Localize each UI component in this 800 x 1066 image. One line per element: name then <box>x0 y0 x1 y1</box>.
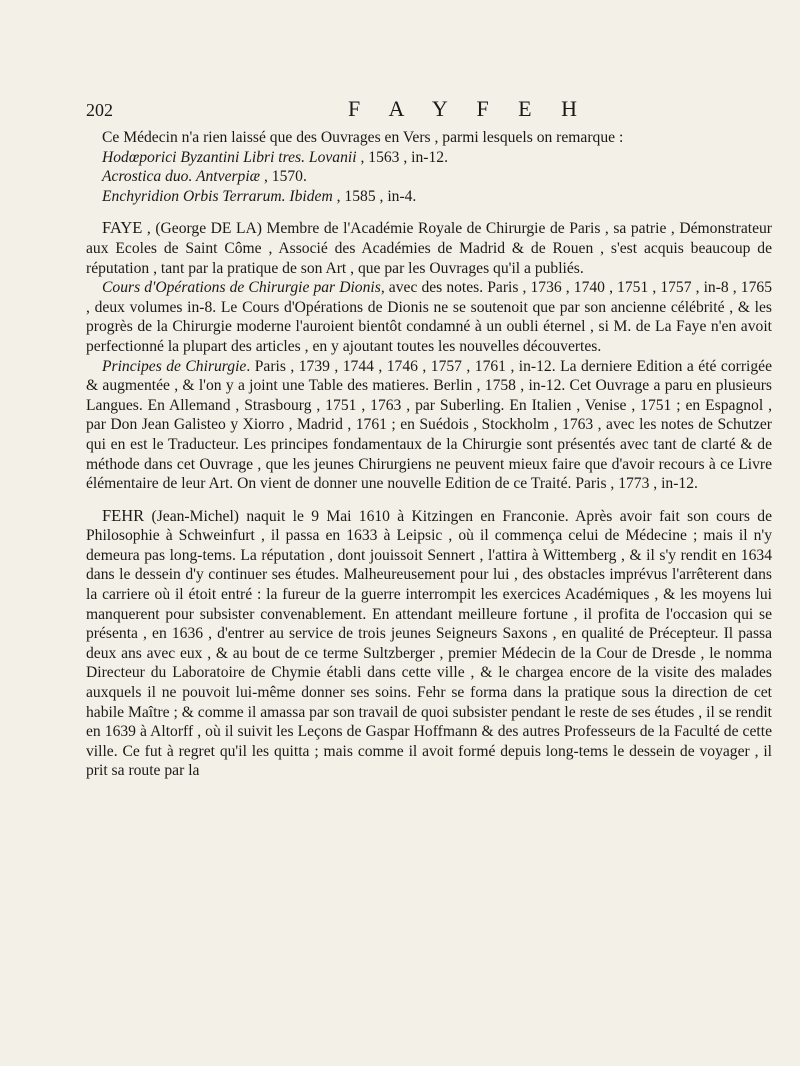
page-number: 202 <box>86 100 113 120</box>
section-gap <box>86 494 772 506</box>
entry-intro <box>86 128 772 206</box>
book-title: Enchyridion Orbis Terrarum. Ibidem <box>102 187 333 205</box>
entry-faye <box>86 218 772 493</box>
faye-text-3: . Paris , 1739 , 1744 , 1746 , 1757 , 1761 , in-12. La derniere Edition a été corrigée & augmentée , & l'on y a joint une Table des matieres. Berlin , 1758 , in-12. Cet Ouvrage a paru en plusieurs Langues. En Allemand , Strasbourg , 1751 , 1763 , par Suberling. En Italien , Venise , 1751 ; en Espagnol , par Don Jean Galisteo y Xiorro , Madrid , 1761 ; en Suédois , Stockholm , 1763 , avec les notes de Schutzer qui en est le Traducteur. Les principes fondamentaux de la Chirurgie sont présentés avec tant de clarté & de méthode dans cet Ouvrage , que les jeunes Chirurgiens ne peuvent mieux faire que d'avoir recours à ce Livre élémentaire de leur Art. On vient de donner une nouvelle Edition de ce Traité. Paris , 1773 , in-12. <box>86 357 773 493</box>
work-title: Principes de Chirurgie <box>102 357 247 375</box>
page-header <box>86 92 772 126</box>
faye-paragraph-3 <box>86 357 772 494</box>
faye-paragraph-2 <box>86 278 772 356</box>
book-line <box>86 167 772 187</box>
book-title: Acrostica duo. Antverpiæ <box>102 168 261 186</box>
book-details: , 1570. <box>260 168 307 186</box>
section-gap <box>86 206 772 218</box>
fehr-text-1: (Jean-Michel) naquit le 9 Mai 1610 à Kitzingen en Franconie. Après avoir fait son cours de Philosophie à Schweinfurt , il passa en 1633 à Leipsic , où il commença celui de Médecine ; mais il n'y demeura pas long-tems. La réputation , dont jouissoit Sennert , l'attira à Wittemberg , & il s'y rendit en 1634 dans le dessein d'y continuer ses études. Malheureusement pour lui , des obstacles imprévus l'arrêterent dans la carriere où il étoit entré : la fureur de la guerre interrompit les exercices Académiques , & les moyens lui manquerent pour subsister convenablement. En attendant meilleure fortune , il profita de l'occasion qui se présenta , en 1636 , d'entrer au service de trois jeunes Seigneurs Saxons , en qualité de Précepteur. Il passa deux ans avec eux , & au bout de ce terme Sultzberger , premier Médecin de la Cour de Dresde , le nomma Directeur du Laboratoire de Chymie établi dans cette ville , & le chargea encore de la visite des malades auxquels il ne pouvoit lui-même donner ses soins. Fehr se forma dans la pratique sous la direction de cet habile Maître ; & comme il amassa par son travail de quoi subsister pendant le reste de ses études , il se rendit en 1639 à Altorff , où il suivit les Leçons de Gaspar Hoffmann & des autres Professeurs de la Faculté de cette ville. Ce fut à regret qu'il les quitta ; mais comme il avoit formé depuis long-tems le dessein de voyager , il prit sa route par la <box>86 507 772 780</box>
faye-text-1: , (George DE LA) Membre de l'Académie Royale de Chirurgie de Paris , sa patrie , Démonstrateur aux Ecoles de Saint Côme , Associé des Académies de Madrid & de Rouen , s'est acquis beaucoup de réputation , tant par la pratique de son Art , que par les Ouvrages qu'il a publiés. <box>86 220 772 277</box>
book-line <box>86 148 772 168</box>
running-title: F A Y F E H <box>348 96 590 121</box>
work-title: Cours d'Opérations de Chirurgie par Dionis <box>102 279 381 297</box>
fehr-paragraph-1 <box>86 506 772 781</box>
headword: FEHR <box>102 505 145 525</box>
book-title: Hodœporici Byzantini Libri tres. Lovanii <box>102 148 357 166</box>
faye-text-2: , avec des notes. Paris , 1736 , 1740 , 1751 , 1757 , in-8 , 1765 , deux volumes in-8. Le Cours d'Opérations de Dionis ne se soutenoit que par son ancienne célébrité , & les progrès de la Chirurgie moderne l'auroient bientôt condamné à un oubli éternel , si M. de La Faye n'en avoit perfectionné la plupart des articles , en y ajoutant toutes les nouvelles découvertes. <box>86 279 772 355</box>
book-details: , 1563 , in-12. <box>356 148 448 166</box>
headword: FAYE <box>102 218 143 238</box>
book-details: , 1585 , in-4. <box>332 187 417 205</box>
entry-fehr <box>86 506 772 781</box>
book-line <box>86 187 772 207</box>
faye-paragraph-1 <box>86 218 772 278</box>
intro-text: Ce Médecin n'a rien laissé que des Ouvrages en Vers , parmi lesquels on remarque : <box>102 129 624 146</box>
